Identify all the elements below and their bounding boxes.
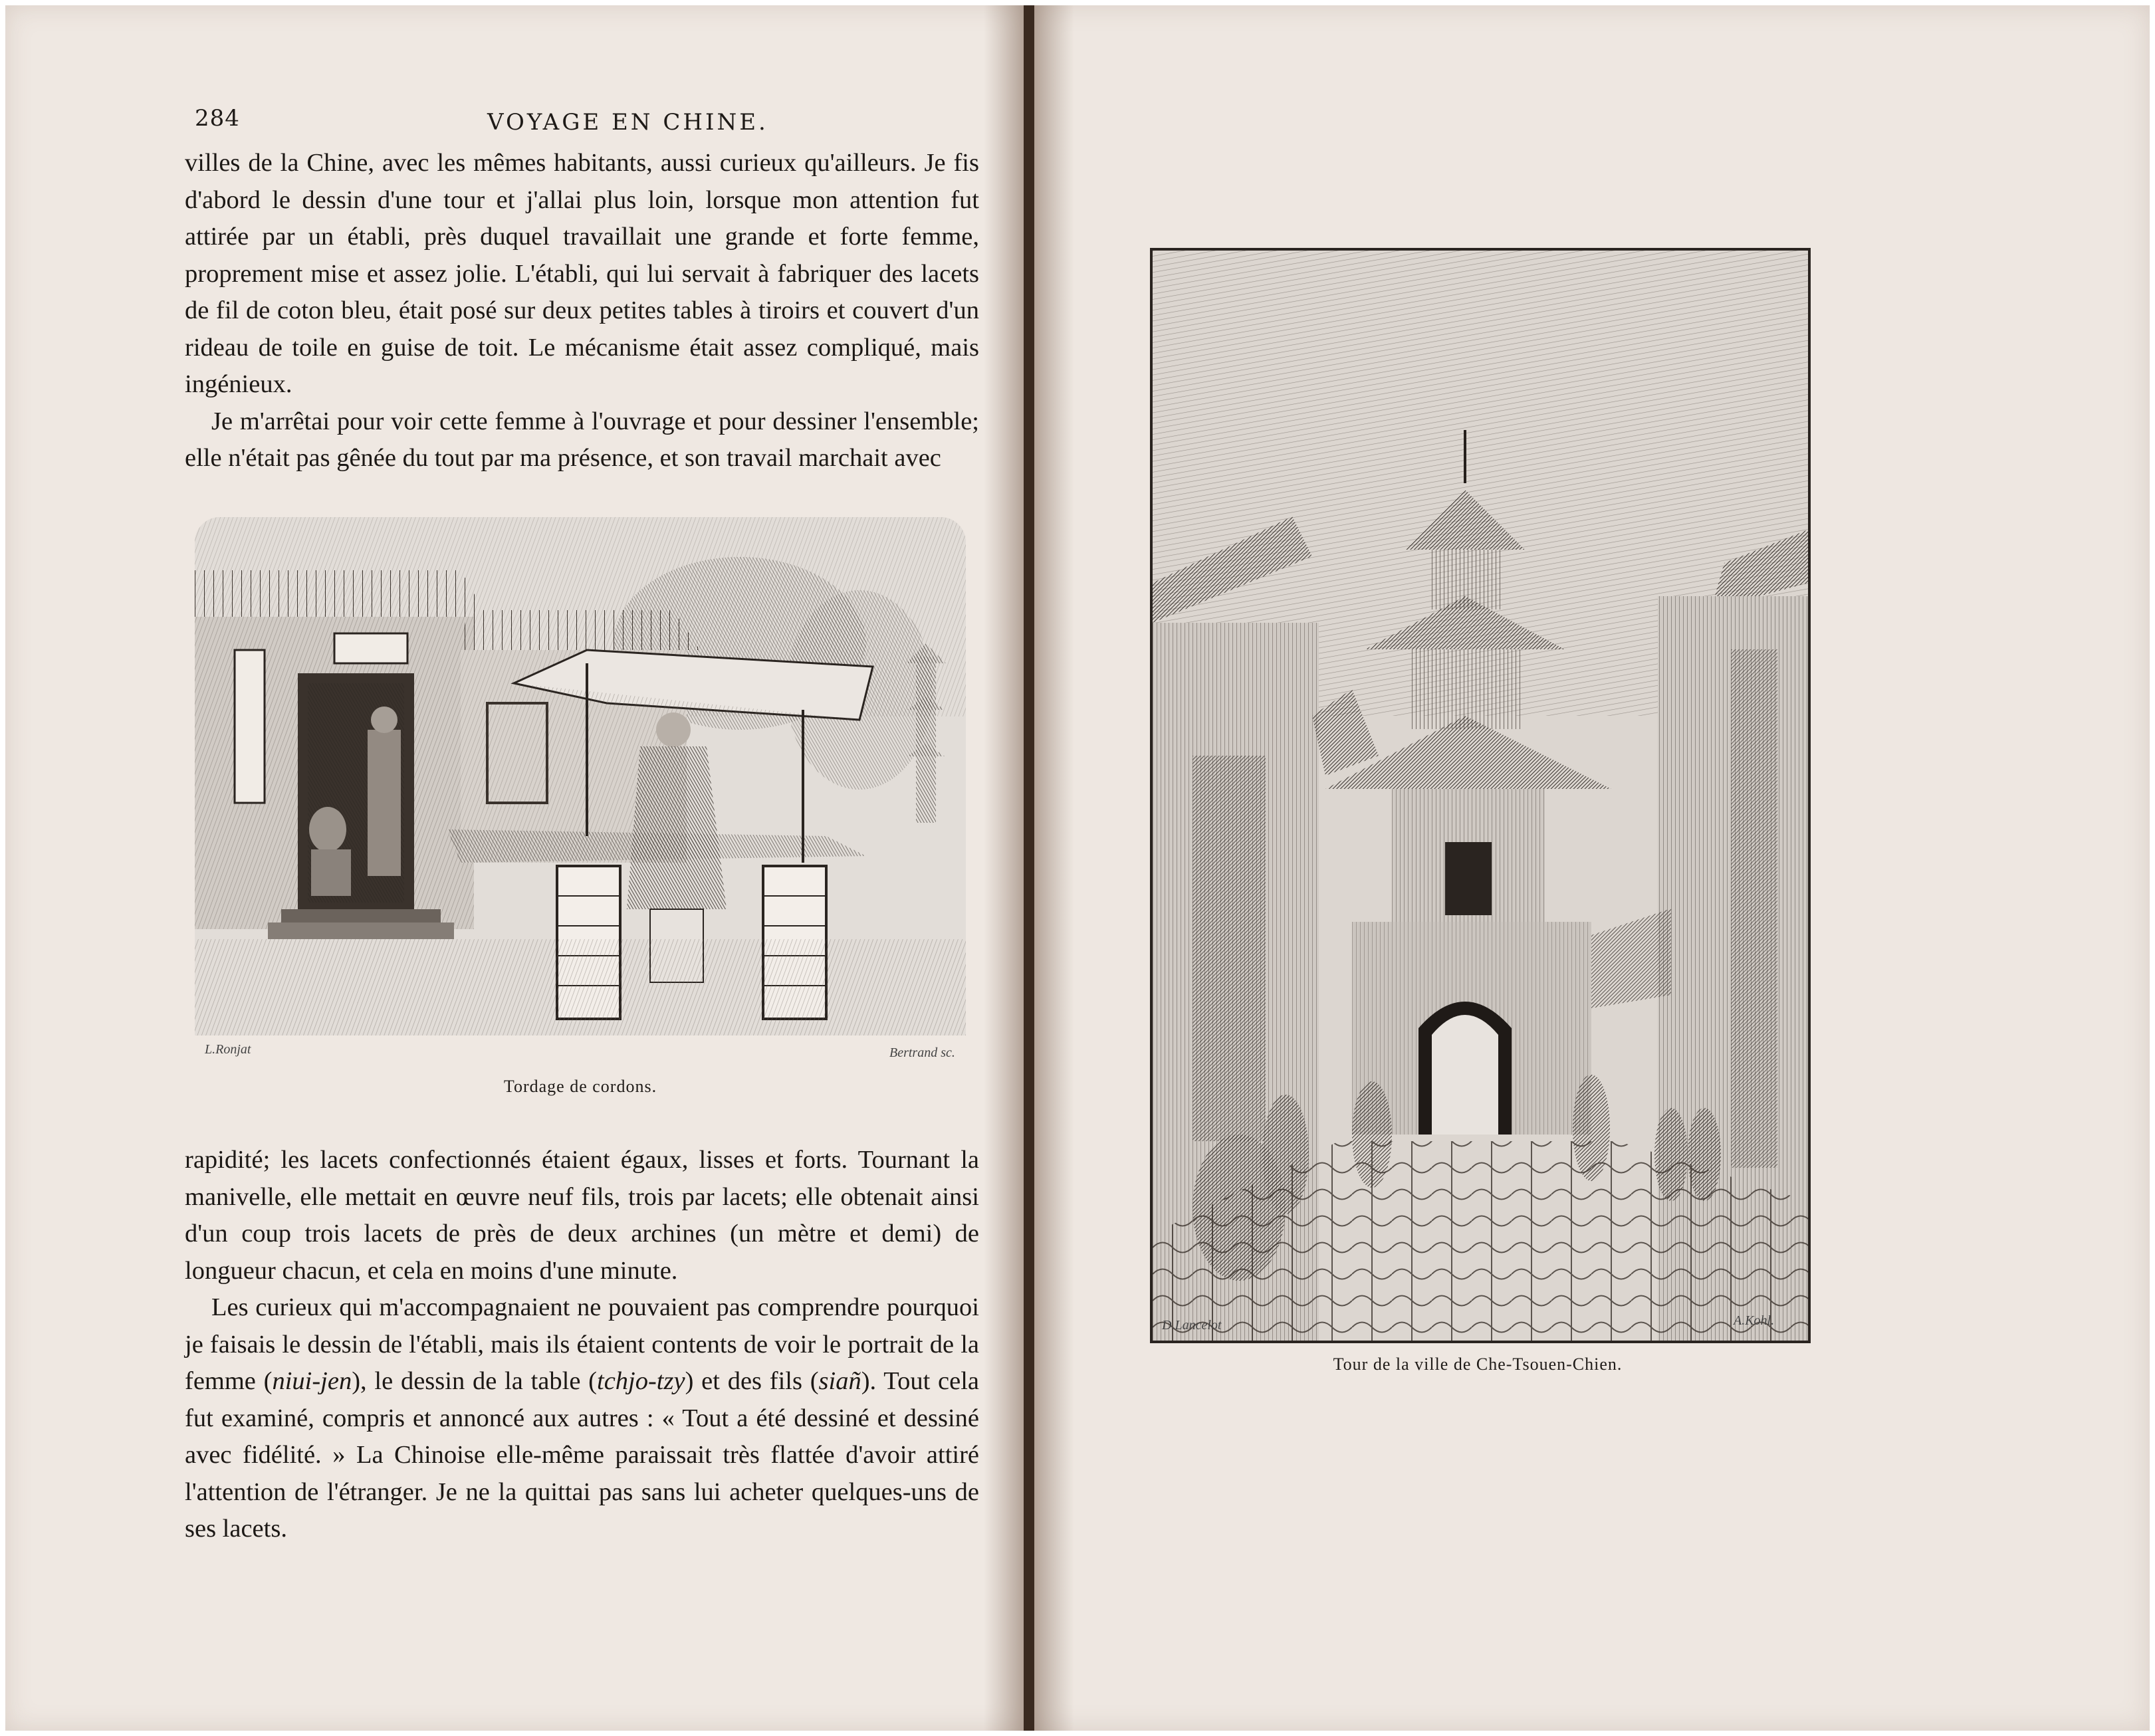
- caption-right: Tour de la ville de Che-Tsouen-Chien.: [1333, 1355, 1623, 1374]
- term-tchjo-tzy: tchjo-tzy: [597, 1367, 685, 1395]
- text-run: ) et des fils (: [685, 1367, 819, 1395]
- page-number: 284: [195, 105, 240, 132]
- engraving-cord-twisting: [195, 517, 966, 1035]
- paragraph: [185, 1289, 979, 1548]
- text-run: ). Tout cela fut examiné, compris et annoncé aux autres : « Tout a été dessiné et dessiné avec fidélité. » La Chinoise elle-même paraissait très flattée d'avoir attiré l'attention de l'étranger. Je ne la quittai pas sans lui acheter quelques-uns de ses lacets.: [185, 1367, 979, 1543]
- term-sian: siañ: [818, 1367, 861, 1395]
- book-spread: [5, 5, 2150, 1731]
- engraver-signature: D.Lancelot: [1162, 1318, 1222, 1333]
- engraver-signature: L.Ronjat: [205, 1042, 251, 1057]
- running-head: [195, 105, 969, 145]
- paragraph: villes de la Chine, avec les mêmes habitants, aussi curieux qu'ailleurs. Je fis d'abord le dessin d'une tour et j'allai plus loin, lorsque mon attention fut attirée par un établi, près duquel travaillait une grande et forte femme, proprement mise et assez jolie. L'établi, qui lui servait à fabriquer des lacets de fil de coton bleu, était posé sur deux petites tables à tiroirs et couvert d'un rideau de toile en guise de toit. Le mécanisme était assez compliqué, mais ingénieux.: [185, 149, 979, 398]
- left-page: [5, 5, 1024, 1731]
- paragraph: Je m'arrêtai pour voir cette femme à l'ouvrage et pour dessiner l'ensemble; elle n'était pas gênée du tout par ma présence, et son travail marchait avec: [185, 407, 979, 472]
- text-run: Les curieux qui m'accompagnaient ne pouvaient pas comprendre pourquoi je faisais le dessin de l'établi, mais ils étaient contents de voir le portrait de la femme (: [185, 1293, 979, 1395]
- engraver-signature: A.Kohl.: [1734, 1313, 1775, 1328]
- illustration-city-tower: [1150, 248, 1811, 1343]
- text-top: [185, 145, 979, 477]
- illustration-cord-twisting: [195, 517, 966, 1035]
- engraver-signature: Bertrand sc.: [889, 1045, 955, 1060]
- running-title: VOYAGE EN CHINE.: [487, 109, 768, 136]
- gutter-shadow: [984, 5, 1024, 1731]
- caption-left: Tordage de cordons.: [503, 1077, 657, 1096]
- gutter-shadow: [1034, 5, 1074, 1731]
- text-run: ), le dessin de la table (: [352, 1367, 597, 1395]
- engraving-city-tower: [1153, 251, 1808, 1341]
- text-bottom: [185, 1142, 979, 1548]
- paragraph: rapidité; les lacets confectionnés étaient égaux, lisses et forts. Tournant la manivelle, elle mettait en œuvre neuf fils, trois par lacets; elle obtenait ainsi d'un coup trois lacets de près de deux archines (un mètre et demi) de longueur chacun, et cela en moins d'une minute.: [185, 1146, 979, 1285]
- term-niui-jen: niui-jen: [272, 1367, 352, 1395]
